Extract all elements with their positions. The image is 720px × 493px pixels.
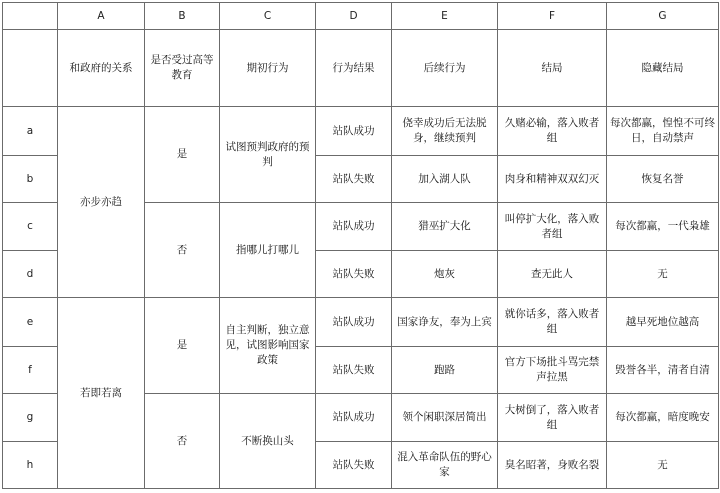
- column-letter: A: [58, 3, 145, 30]
- column-letter: G: [607, 3, 719, 30]
- column-letter: F: [498, 3, 607, 30]
- ending-cell: 查无此人: [498, 251, 607, 298]
- initial-action-cell: 试图预判政府的预判: [220, 107, 316, 203]
- row-label: d: [3, 251, 58, 298]
- hidden-ending-cell: 无: [607, 251, 719, 298]
- group-close-relation: 亦步亦趋: [58, 107, 145, 298]
- row-label: e: [3, 298, 58, 347]
- column-letter: E: [392, 3, 498, 30]
- ending-cell: 官方下场批斗骂完禁声拉黑: [498, 347, 607, 394]
- column-letter: C: [220, 3, 316, 30]
- header-blank: [3, 30, 58, 107]
- follow-up-cell: 混入革命队伍的野心家: [392, 442, 498, 489]
- table-row: [3, 107, 719, 156]
- column-letter-row: [3, 3, 719, 30]
- initial-action-cell: 自主判断，独立意见，试图影响国家政策: [220, 298, 316, 394]
- action-result-cell: 站队成功: [316, 107, 392, 156]
- column-letter: B: [145, 3, 220, 30]
- follow-up-cell: 猎巫扩大化: [392, 203, 498, 251]
- table-row: [3, 298, 719, 347]
- header-hidden-ending: 隐藏结局: [607, 30, 719, 107]
- follow-up-cell: 侥幸成功后无法脱身，继续预判: [392, 107, 498, 156]
- row-label: c: [3, 203, 58, 251]
- action-result-cell: 站队失败: [316, 347, 392, 394]
- action-result-cell: 站队成功: [316, 298, 392, 347]
- comparison-table: [2, 2, 719, 489]
- ending-cell: 就你话多，落入败者组: [498, 298, 607, 347]
- hidden-ending-cell: 毁誉各半，清者自清: [607, 347, 719, 394]
- hidden-ending-cell: 越早死地位越高: [607, 298, 719, 347]
- table-container: [2, 2, 719, 489]
- column-letter: D: [316, 3, 392, 30]
- hidden-ending-cell: 恢复名誉: [607, 156, 719, 203]
- action-result-cell: 站队成功: [316, 203, 392, 251]
- action-result-cell: 站队失败: [316, 251, 392, 298]
- initial-action-cell: 不断换山头: [220, 394, 316, 489]
- action-result-cell: 站队失败: [316, 156, 392, 203]
- education-cell: 是: [145, 107, 220, 203]
- follow-up-cell: 炮灰: [392, 251, 498, 298]
- header-follow-up: 后续行为: [392, 30, 498, 107]
- hidden-ending-cell: 每次都赢，暗度晚安: [607, 394, 719, 442]
- row-label: h: [3, 442, 58, 489]
- follow-up-cell: 领个闲职深居简出: [392, 394, 498, 442]
- header-ending: 结局: [498, 30, 607, 107]
- ending-cell: 肉身和精神双双幻灭: [498, 156, 607, 203]
- ending-cell: 叫停扩大化，落入败者组: [498, 203, 607, 251]
- hidden-ending-cell: 无: [607, 442, 719, 489]
- header-action-result: 行为结果: [316, 30, 392, 107]
- hidden-ending-cell: 每次都赢，一代枭雄: [607, 203, 719, 251]
- action-result-cell: 站队成功: [316, 394, 392, 442]
- action-result-cell: 站队失败: [316, 442, 392, 489]
- header-education: 是否受过高等教育: [145, 30, 220, 107]
- follow-up-cell: 国家诤友，奉为上宾: [392, 298, 498, 347]
- row-label: a: [3, 107, 58, 156]
- ending-cell: 臭名昭著，身败名裂: [498, 442, 607, 489]
- row-label: f: [3, 347, 58, 394]
- row-label: b: [3, 156, 58, 203]
- follow-up-cell: 加入湖人队: [392, 156, 498, 203]
- ending-cell: 久赌必输，落入败者组: [498, 107, 607, 156]
- initial-action-cell: 指哪儿打哪儿: [220, 203, 316, 298]
- header-row: [3, 30, 719, 107]
- header-relation: 和政府的关系: [58, 30, 145, 107]
- hidden-ending-cell: 每次都赢，惶惶不可终日，自动禁声: [607, 107, 719, 156]
- ending-cell: 大树倒了，落入败者组: [498, 394, 607, 442]
- corner-cell: [3, 3, 58, 30]
- row-label: g: [3, 394, 58, 442]
- education-cell: 是: [145, 298, 220, 394]
- header-initial-action: 期初行为: [220, 30, 316, 107]
- education-cell: 否: [145, 203, 220, 298]
- group-far-relation: 若即若离: [58, 298, 145, 489]
- education-cell: 否: [145, 394, 220, 489]
- follow-up-cell: 跑路: [392, 347, 498, 394]
